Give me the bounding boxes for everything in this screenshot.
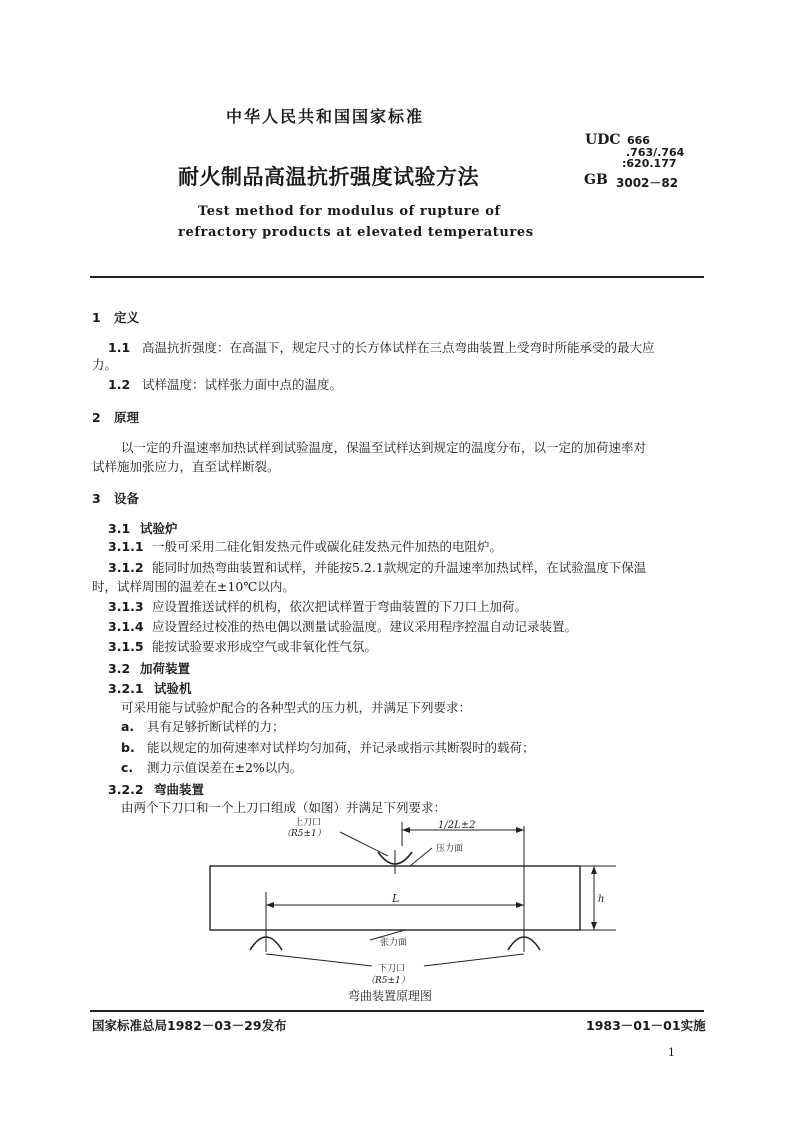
- udc-code-2: .763/.764: [626, 146, 685, 159]
- section-title: 设备: [114, 491, 140, 506]
- clause-number: 3.1.3: [108, 599, 144, 614]
- section-number: 3: [92, 491, 101, 506]
- upper-blade-label: 上刀口: [294, 818, 322, 828]
- clause-title: 加荷装置: [140, 661, 191, 676]
- half-span-label: 1/2L±2: [438, 820, 476, 831]
- clause-text: 能按试验要求形成空气或非氧化性气氛。: [152, 639, 378, 654]
- clause-number: 3.1.1: [108, 539, 144, 554]
- list-text: 具有足够折断试样的力；: [147, 719, 285, 734]
- clause-title: 弯曲装置: [154, 782, 205, 797]
- span-label: L: [392, 892, 400, 905]
- clause-number: 3.1.4: [108, 619, 144, 634]
- list-marker: b.: [121, 740, 135, 755]
- clause-3-1-2-cont: 时，试样周围的温差在±10℃以内。: [92, 579, 295, 594]
- document-title-en-line2: refractory products at elevated temperatures: [178, 225, 534, 240]
- list-text: 能以规定的加荷速率对试样均匀加荷，并记录或指示其断裂时的载荷；: [147, 740, 535, 755]
- clause-text: 试样温度：试样张力面中点的温度。: [142, 377, 343, 392]
- principle-text-line1: 以一定的升温速率加热试样到试验温度，保温至试样达到规定的温度分布，以一定的加荷速率对: [121, 440, 647, 455]
- section-title: 定义: [114, 310, 140, 325]
- figure-caption: 弯曲装置原理图: [348, 989, 433, 1003]
- section-title: 原理: [114, 410, 140, 425]
- udc-code-3: :620.177: [622, 157, 677, 170]
- udc-label: UDC: [585, 132, 621, 148]
- clause-number: 3.1.5: [108, 639, 144, 654]
- document-title-en-line1: Test method for modulus of rupture of: [198, 204, 501, 219]
- clause-title: 试验机: [154, 681, 192, 696]
- list-marker: a.: [121, 719, 135, 734]
- list-marker: c.: [121, 760, 134, 775]
- section-number: 2: [92, 410, 101, 425]
- lower-blade-label: 下刀口: [378, 964, 406, 974]
- udc-code-1: 666: [627, 134, 650, 147]
- clause-number: 3.2.2: [108, 782, 144, 797]
- upper-blade-radius: （R5±1）: [282, 829, 326, 839]
- clause-number: 3.1: [108, 521, 131, 536]
- tension-face-label: 张力面: [380, 938, 408, 948]
- clause-number: 1.2: [108, 377, 131, 392]
- clause-1-1-cont: 力。: [92, 357, 118, 372]
- clause-text: 应设置推送试样的机构，依次把试样置于弯曲装置的下刀口上加荷。: [152, 599, 528, 614]
- clause-3-2-2-text: 由两个下刀口和一个上刀口组成（如图）并满足下列要求：: [121, 800, 447, 815]
- issuing-country-heading: 中华人民共和国国家标准: [226, 107, 425, 126]
- clause-title: 试验炉: [140, 521, 178, 536]
- clause-text: 应设置经过校准的热电偶以测量试验温度。建议采用程序控温自动记录装置。: [152, 619, 578, 634]
- footer-rule: [90, 1010, 704, 1012]
- principle-text-line2: 试样施加张应力，直至试样断裂。: [92, 459, 280, 474]
- issue-date: 国家标准总局1982－03－29发布: [92, 1018, 287, 1033]
- page-number: 1: [668, 1046, 675, 1059]
- lower-blade-radius: （R5±1）: [366, 976, 410, 986]
- document-title-cn: 耐火制品高温抗折强度试验方法: [178, 165, 479, 189]
- clause-number: 1.1: [108, 340, 131, 355]
- effective-date: 1983－01－01实施: [586, 1018, 706, 1033]
- clause-text: 一般可采用二硅化钼发热元件或碳化硅发热元件加热的电阻炉。: [152, 539, 503, 554]
- section-number: 1: [92, 310, 101, 325]
- clause-text: 能同时加热弯曲装置和试样，并能按5.2.1款规定的升温速率加热试样，在试验温度下保温: [152, 560, 647, 575]
- height-label: h: [598, 894, 605, 905]
- gb-label: GB: [584, 172, 608, 188]
- list-text: 测力示值误差在±2%以内。: [147, 760, 303, 775]
- clause-text: 高温抗折强度：在高温下，规定尺寸的长方体试样在三点弯曲装置上受弯时所能承受的最大应: [142, 340, 655, 355]
- clause-number: 3.1.2: [108, 560, 144, 575]
- clause-number: 3.2.1: [108, 681, 144, 696]
- gb-standard-number: 3002－82: [616, 176, 679, 190]
- clause-number: 3.2: [108, 661, 131, 676]
- clause-3-2-1-text: 可采用能与试验炉配合的各种型式的压力机，并满足下列要求：: [121, 700, 472, 715]
- compression-face-label: 压力面: [436, 844, 464, 854]
